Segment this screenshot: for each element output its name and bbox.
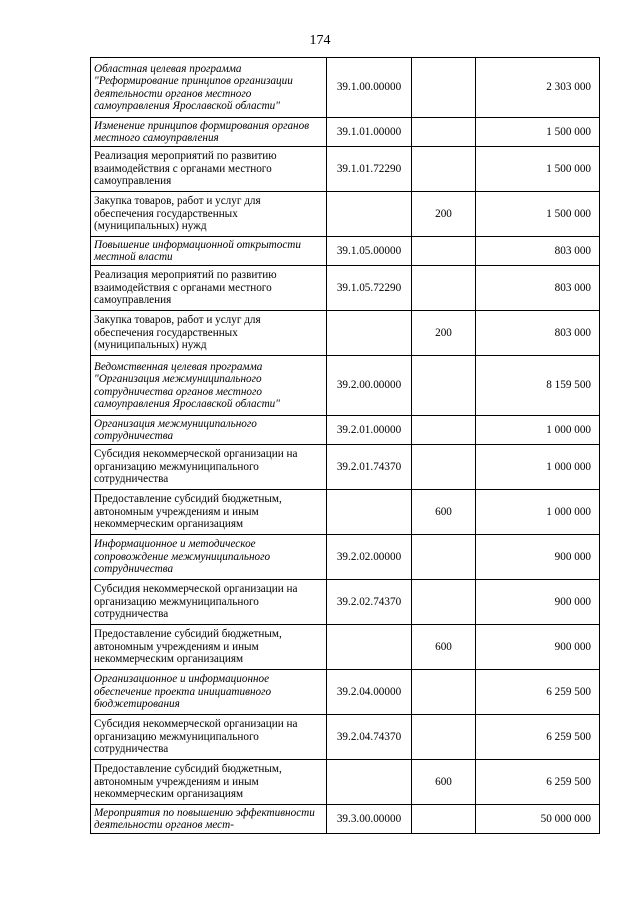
table-row [91,805,600,834]
row-code [327,760,412,805]
row-sum: 803 000 [476,266,600,311]
row-sum: 1 000 000 [476,445,600,490]
row-code: 39.2.02.74370 [327,580,412,625]
row-name: Закупка товаров, работ и услуг для обеспечения государственных (муниципальных) нужд [91,311,327,356]
row-code: 39.1.05.00000 [327,237,412,266]
row-sum: 6 259 500 [476,715,600,760]
row-kind [412,237,476,266]
budget-table-body [91,58,600,834]
row-name: Мероприятия по повышению эффективности деятельности органов мест- [91,805,327,834]
row-name: Реализация мероприятий по развитию взаимодействия с органами местного самоуправления [91,266,327,311]
table-row [91,625,600,670]
table-row [91,147,600,192]
table-row [91,580,600,625]
table-row [91,58,600,118]
row-code: 39.1.00.00000 [327,58,412,118]
row-sum: 6 259 500 [476,670,600,715]
row-name: Организация межмуниципального сотрудничества [91,416,327,445]
row-kind [412,580,476,625]
table-row [91,715,600,760]
table-row [91,490,600,535]
row-sum: 900 000 [476,535,600,580]
row-kind [412,715,476,760]
row-sum: 6 259 500 [476,760,600,805]
row-code: 39.3.00.00000 [327,805,412,834]
row-kind: 600 [412,760,476,805]
row-sum: 8 159 500 [476,356,600,416]
row-name: Субсидия некоммерческой организации на организацию межмуниципального сотрудничества [91,445,327,490]
row-sum: 1 500 000 [476,118,600,147]
row-kind [412,356,476,416]
table-row [91,356,600,416]
table-row [91,192,600,237]
row-name: Изменение принципов формирования органов местного самоуправления [91,118,327,147]
table-row [91,670,600,715]
row-code: 39.2.01.00000 [327,416,412,445]
table-row [91,535,600,580]
table-row [91,237,600,266]
row-kind: 600 [412,625,476,670]
row-kind [412,266,476,311]
row-kind [412,445,476,490]
row-name: Повышение информационной открытости местной власти [91,237,327,266]
table-row [91,416,600,445]
budget-table [90,57,600,834]
page-number: 174 [309,33,331,48]
row-code: 39.1.05.72290 [327,266,412,311]
table-row [91,445,600,490]
row-kind [412,535,476,580]
row-code [327,311,412,356]
row-code: 39.2.01.74370 [327,445,412,490]
row-code: 39.2.00.00000 [327,356,412,416]
row-name: Предоставление субсидий бюджетным, автономным учреждениям и иным некоммерческим организациям [91,490,327,535]
row-kind [412,147,476,192]
row-code: 39.2.04.00000 [327,670,412,715]
row-name: Областная целевая программа "Реформирование принципов организации деятельности органов местного самоуправления Ярославской области" [91,58,327,118]
row-code [327,192,412,237]
row-name: Предоставление субсидий бюджетным, автономным учреждениям и иным некоммерческим организациям [91,625,327,670]
row-name: Реализация мероприятий по развитию взаимодействия с органами местного самоуправления [91,147,327,192]
row-name: Закупка товаров, работ и услуг для обеспечения государственных (муниципальных) нужд [91,192,327,237]
row-name: Ведомственная целевая программа "Организация межмуниципального сотрудничества органов местного самоуправления Ярославской области" [91,356,327,416]
row-name: Информационное и методическое сопровождение межмуниципального сотрудничества [91,535,327,580]
row-code: 39.2.04.74370 [327,715,412,760]
row-kind: 600 [412,490,476,535]
row-sum: 900 000 [476,580,600,625]
row-sum: 803 000 [476,311,600,356]
row-sum: 1 000 000 [476,416,600,445]
row-code [327,625,412,670]
row-kind [412,416,476,445]
row-name: Субсидия некоммерческой организации на организацию межмуниципального сотрудничества [91,580,327,625]
row-kind [412,805,476,834]
table-row [91,760,600,805]
row-code: 39.2.02.00000 [327,535,412,580]
row-sum: 900 000 [476,625,600,670]
table-row [91,266,600,311]
row-sum: 2 303 000 [476,58,600,118]
row-sum: 803 000 [476,237,600,266]
row-sum: 1 500 000 [476,192,600,237]
row-sum: 50 000 000 [476,805,600,834]
row-kind: 200 [412,192,476,237]
row-name: Организационное и информационное обеспечение проекта инициативного бюджетирования [91,670,327,715]
row-kind [412,58,476,118]
row-sum: 1 500 000 [476,147,600,192]
row-code: 39.1.01.72290 [327,147,412,192]
row-kind [412,118,476,147]
row-kind: 200 [412,311,476,356]
table-row [91,311,600,356]
row-name: Предоставление субсидий бюджетным, автономным учреждениям и иным некоммерческим организациям [91,760,327,805]
row-kind [412,670,476,715]
table-row [91,118,600,147]
row-sum: 1 000 000 [476,490,600,535]
row-code: 39.1.01.00000 [327,118,412,147]
row-name: Субсидия некоммерческой организации на организацию межмуниципального сотрудничества [91,715,327,760]
row-code [327,490,412,535]
